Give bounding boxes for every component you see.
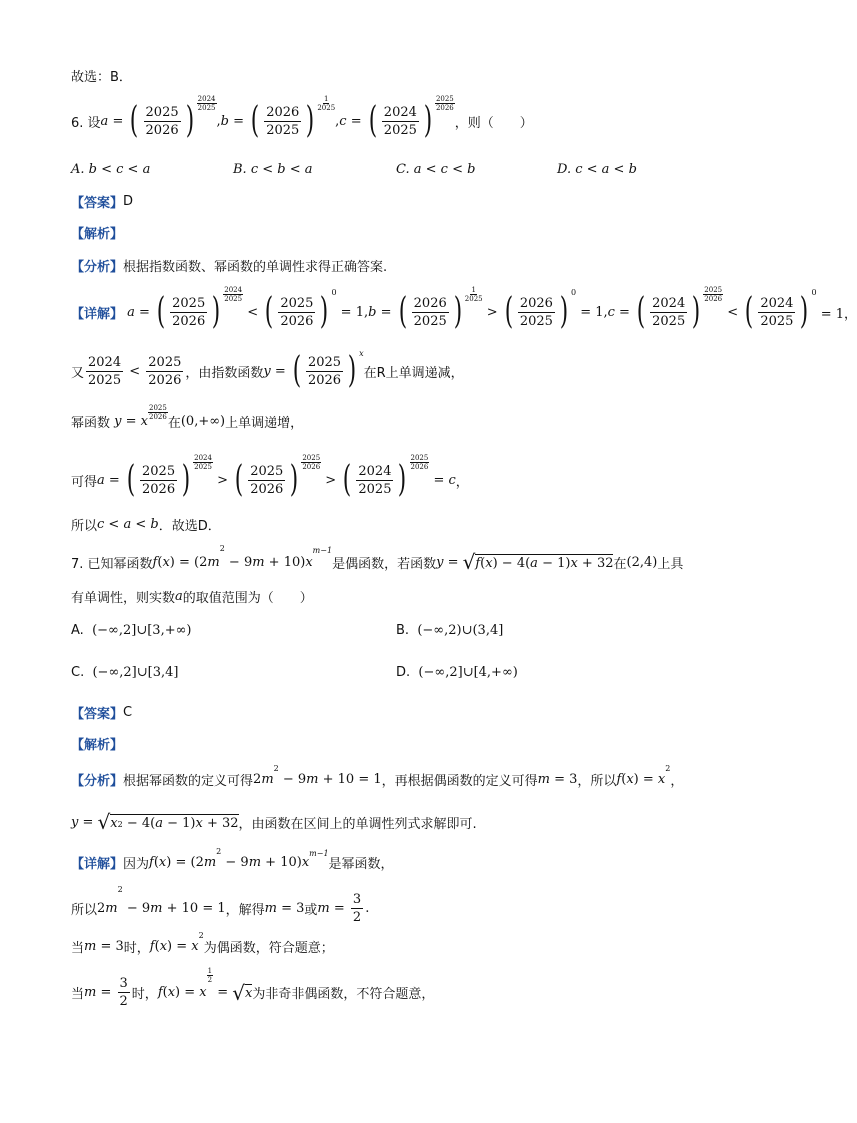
- analysis-tag: 【解析】: [71, 227, 124, 242]
- xiangjie-tag: 【详解】: [71, 857, 124, 872]
- choice-label: A.: [71, 623, 84, 638]
- choice-c-text: C. a < c < b: [396, 162, 476, 177]
- question-6-stem: 6. 设 a = ( $\frac{2025}{2026}$ ) 2024 2025 , b = ( $\frac{2026}{2025}$ ) 1 2025 , c = ( $\frac{2024}{2025}$ ) 2025 2026 ，则（ ）: [71, 95, 533, 141]
- text-you: 又: [71, 365, 85, 381]
- fenxi-text: 根据指数函数、幂函数的单调性求得正确答案.: [123, 260, 388, 275]
- analysis-tag: 【解析】: [71, 738, 124, 753]
- text-increasing: 上单调递增，: [225, 416, 304, 431]
- detail-7-line4: 当 m = $\frac{3}{2}$ 时， f ( x ) = x $\frac{1}{2}$ = √ x 为非奇非偶函数，不符合题意，: [71, 967, 435, 1009]
- detail-line-1: 【详解】 a = ( $\frac{2025}{2026}$ ) 2024 2025 < ( $\frac{2025}{2026}$ ) 0 = 1, b = ( $\frac{2026}{2025}$ ) 1 2025 > ( $\frac{2026}{2025}$ ) 0 = 1, c = ( $\frac{2024}{2025}$ ) 2025 2026 < ( $\frac{2024}{2025}$ ) 0 = 1，: [71, 286, 857, 332]
- choice-7a: [71, 623, 192, 638]
- choice-7c-text: (−∞,2]∪[3,4]: [92, 665, 179, 680]
- choice-d: [557, 162, 637, 177]
- text-shi: 时，: [131, 987, 158, 1002]
- text-shi: 时，: [123, 941, 150, 956]
- choice-d-text: D. c < a < b: [557, 162, 637, 177]
- interval: (0,+∞): [180, 414, 226, 429]
- answer-value: C: [123, 705, 133, 720]
- choice-b: [233, 162, 313, 177]
- question-number: 6. 设: [71, 115, 101, 131]
- choice-label: D.: [396, 665, 411, 680]
- text-dang: 当: [71, 941, 85, 956]
- choice-7a-text: (−∞,2]∪[3,+∞): [92, 623, 192, 638]
- choice-b-text: B. c < b < a: [233, 162, 313, 177]
- text-shangju: 上具: [657, 556, 684, 572]
- detail-7-line1: 【详解】 因为 f ( x ) = (2 m 2 − 9 m + 10) x m−1 是幂函数，: [71, 847, 394, 872]
- text-power-func: 幂函数: [71, 416, 111, 431]
- choice-c: [396, 162, 475, 177]
- detail-line-3: 幂函数 y = x 2025 2026 在 (0,+∞) 上单调递增，: [71, 404, 304, 431]
- answer-tag: 【答案】: [71, 707, 124, 722]
- text-kede: 可得: [71, 474, 98, 490]
- answer-tag: 【答案】: [71, 196, 124, 211]
- text-not-ok: 为非奇非偶函数，不符合题意，: [252, 987, 435, 1002]
- fenxi-tag: 【分析】: [71, 774, 124, 789]
- conclusion-text: 故选：B．: [71, 70, 132, 85]
- text-is-power: 是幂函数，: [328, 857, 394, 872]
- text-yinwei: 因为: [123, 857, 150, 872]
- question-7-line2: 有单调性，则实数 a 的取值范围为（ ）: [71, 589, 313, 606]
- detail-line-4: 可得 a = ( $\frac{2025}{2026}$ ) 2024 2025 > ( $\frac{2025}{2026}$ ) 2025 2026 > ( $\frac{2024}{2025}$ ) $\frac{2025}{2026}$ = c ，: [71, 454, 469, 500]
- question-7-stem: 7. 已知幂函数 f ( x ) = (2 m 2 − 9 m + 10) x m−1 是偶函数，若函数 y = √ f(x) − 4(a − 1)x + 32 在 (2,4) 上具: [71, 544, 684, 574]
- text-decreasing: 在R上单调递减，: [363, 365, 464, 381]
- text-line: [71, 66, 132, 85]
- detail-line-5: 所以 c < a < b ．故选D．: [71, 517, 221, 534]
- text-suoyi: 所以: [71, 903, 98, 918]
- text-zai: 在: [167, 416, 181, 431]
- text-jiede: ，解得: [225, 903, 265, 918]
- answer-value: D: [123, 194, 134, 209]
- text-range: 的取值范围为（ ）: [182, 591, 313, 606]
- text-huo: 或: [304, 903, 318, 918]
- text-exp-func: ，由指数函数: [185, 365, 264, 381]
- analysis-7-header: [71, 734, 123, 753]
- analysis-line: [71, 256, 387, 275]
- answer-line: [71, 192, 133, 211]
- choice-7d: [396, 665, 518, 680]
- detail-line-2: 又 $\frac{2024}{2025}$ < $\frac{2025}{2026}$ ，由指数函数 y = ( $\frac{2025}{2026}$ ) x 在R上单调递减，: [71, 349, 464, 391]
- text-suoyi: 所以: [71, 519, 98, 534]
- answer-7-line: [71, 703, 132, 722]
- text-zai2: 在: [613, 556, 627, 572]
- interval-2-4: (2,4): [626, 554, 658, 570]
- choice-7d-text: (−∞,2]∪[4,+∞): [418, 665, 518, 680]
- text-even-ok: 为偶函数，符合题意；: [203, 941, 334, 956]
- fenxi-text-4: ，由函数在区间上的单调性列式求解即可.: [238, 816, 477, 832]
- analysis-7-line1: 【分析】 根据幂函数的定义可得 2 m 2 − 9 m + 10 = 1 ，再根据偶函数的定义可得 m = 3 ，所以 f ( x ) = x 2 ，: [71, 764, 684, 789]
- choice-7b-text: (−∞,2)∪(3,4]: [417, 623, 504, 638]
- choice-7b: [396, 623, 503, 638]
- text-monotonic: 有单调性，则实数: [71, 591, 176, 606]
- analysis-header: [71, 223, 123, 242]
- detail-7-line2: 所以 2 m 2 − 9 m + 10 = 1 ，解得 m = 3 或 m = $\frac{3}{2}$ .: [71, 885, 370, 925]
- choice-7c: [71, 665, 178, 680]
- choice-a: [71, 162, 150, 177]
- text-choose-d: ．故选D．: [158, 519, 221, 534]
- fenxi-text-2: ，再根据偶函数的定义可得: [381, 774, 538, 789]
- choice-label: B.: [396, 623, 410, 638]
- question-tail: ，则（ ）: [454, 115, 533, 131]
- fenxi-text-1: 根据幂函数的定义可得: [123, 774, 254, 789]
- choice-a-text: A. b < c < a: [71, 162, 151, 177]
- analysis-7-line2: y = √ x2 − 4(a − 1)x + 32 ，由函数在区间上的单调性列式求解即可.: [71, 810, 477, 834]
- fenxi-text-3: ，所以: [577, 774, 617, 789]
- xiangjie-tag: 【详解】: [71, 306, 124, 322]
- fenxi-tag: 【分析】: [71, 260, 124, 275]
- choice-label: C.: [71, 665, 85, 680]
- question-7-number: 7. 已知幂函数: [71, 556, 153, 572]
- text-even-func: 是偶函数，若函数: [332, 556, 437, 572]
- text-dang: 当: [71, 987, 85, 1002]
- detail-7-line3: 当 m = 3 时， f ( x ) = x 2 为偶函数，符合题意；: [71, 931, 334, 956]
